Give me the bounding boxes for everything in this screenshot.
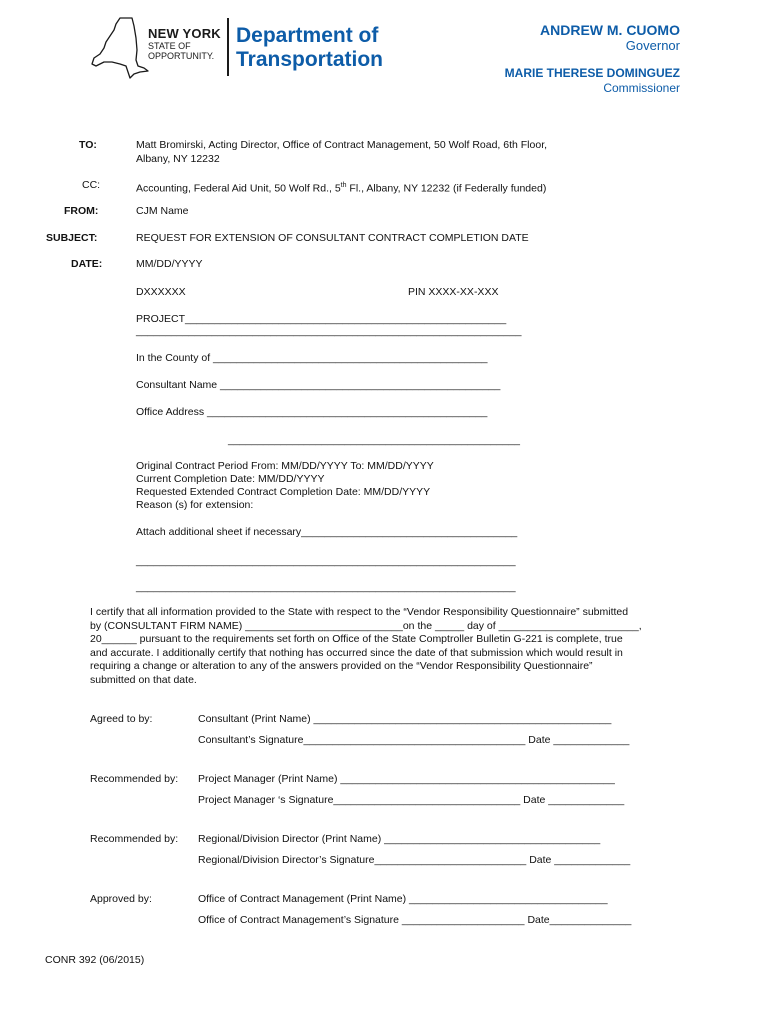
cc-superscript: th [340, 182, 347, 189]
d-number: DXXXXXX [136, 286, 186, 298]
signature-block-label: Approved by: [90, 893, 152, 905]
signature-name-line: Consultant (Print Name) ___________________________________________________ [198, 713, 612, 725]
certification-line-6: submitted on that date. [90, 673, 197, 686]
certification-line-4: and accurate. I additionally certify that nothing has occurred since the date of that submission which would result in [90, 646, 623, 659]
cc-label: CC: [82, 179, 101, 191]
logo-new-york: NEW YORK [148, 26, 221, 41]
certification-line-5: requiring a change or alteration to any of the answers provided on the “Vendor Responsibility Questionnaire” [90, 660, 593, 672]
from-label: FROM: [64, 205, 99, 217]
certification-line-3: 20______ pursuant to the requirements set forth on Office of the State Comptroller Bulletin G-221 is complete, true [90, 633, 623, 645]
logo-opportunity: OPPORTUNITY. [148, 51, 215, 61]
cc-text-post: Fl., Albany, NY 12232 (if Federally funded) [346, 182, 547, 195]
project-field: PROJECT_______________________________________________________ [136, 313, 507, 325]
signature-block-label: Agreed to by: [90, 713, 153, 725]
reason-for-extension: Reason (s) for extension: [136, 499, 254, 511]
to-line2: Albany, NY 12232 [136, 153, 220, 165]
date-value: MM/DD/YYYY [136, 258, 203, 270]
signature-name-line: Office of Contract Management (Print Name) __________________________________ [198, 893, 608, 905]
from-value: CJM Name [136, 205, 189, 217]
cc-text-pre: Accounting, Federal Aid Unit, 50 Wolf Rd., 5 [136, 182, 341, 195]
commissioner-title: Commissioner [603, 81, 680, 95]
signature-block-label: Recommended by: [90, 833, 179, 845]
commissioner-name: MARIE THERESE DOMINGUEZ [504, 66, 680, 80]
subject-value: REQUEST FOR EXTENSION OF CONSULTANT CONTRACT COMPLETION DATE [136, 232, 529, 244]
county-field: In the County of _______________________________________________ [136, 352, 488, 364]
original-contract-period: Original Contract Period From: MM/DD/YYYY To: MM/DD/YYYY [136, 460, 434, 472]
signature-name-line: Regional/Division Director (Print Name) _____________________________________ [198, 833, 601, 845]
to-line1: Matt Bromirski, Acting Director, Office of Contract Management, 50 Wolf Road, 6th Floor, [136, 139, 548, 151]
form-id: CONR 392 (06/2015) [45, 954, 145, 966]
consultant-name-field: Consultant Name ________________________________________________ [136, 379, 501, 391]
logo-state-of: STATE OF [148, 41, 191, 51]
signature-name-line: Project Manager (Print Name) _______________________________________________ [198, 773, 615, 785]
cc-value [136, 179, 546, 196]
office-address-field-continued: __________________________________________________ [228, 434, 520, 446]
reason-blank-line-1: _________________________________________________________________ [136, 555, 516, 567]
signature-block-label: Recommended by: [90, 773, 179, 785]
governor-title: Governor [625, 38, 680, 53]
signature-sign-line: Consultant’s Signature______________________________________ Date _____________ [198, 734, 630, 746]
requested-completion-date: Requested Extended Contract Completion Date: MM/DD/YYYY [136, 486, 431, 498]
office-address-field: Office Address ________________________________________________ [136, 406, 488, 418]
to-label: TO: [79, 139, 97, 151]
certification-line-1: I certify that all information provided to the State with respect to the “Vendor Responsibility Questionnaire” submitted [90, 606, 629, 618]
signature-sign-line: Office of Contract Management’s Signature _____________________ Date______________ [198, 914, 632, 926]
logo-divider [227, 18, 229, 76]
project-field-continued: __________________________________________________________________ [136, 325, 522, 337]
department-name-line1: Department of [236, 24, 379, 47]
attach-sheet-line: Attach additional sheet if necessary_____________________________________ [136, 526, 518, 538]
signature-sign-line: Regional/Division Director’s Signature__________________________ Date _____________ [198, 854, 631, 866]
reason-blank-line-2: _________________________________________________________________ [136, 581, 516, 593]
certification-paragraph [90, 606, 680, 687]
current-completion-date: Current Completion Date: MM/DD/YYYY [136, 473, 325, 485]
date-label: DATE: [71, 258, 103, 270]
pin-number: PIN XXXX-XX-XXX [408, 286, 499, 298]
signature-sign-line: Project Manager ‘s Signature________________________________ Date _____________ [198, 794, 625, 806]
department-name-line2: Transportation [236, 48, 384, 71]
certification-line-2: by (CONSULTANT FIRM NAME) ___________________________on the _____ day of ________________________, [90, 619, 642, 632]
new-york-state-map-icon [90, 14, 150, 80]
subject-label: SUBJECT: [46, 232, 98, 244]
governor-name: ANDREW M. CUOMO [540, 22, 680, 38]
